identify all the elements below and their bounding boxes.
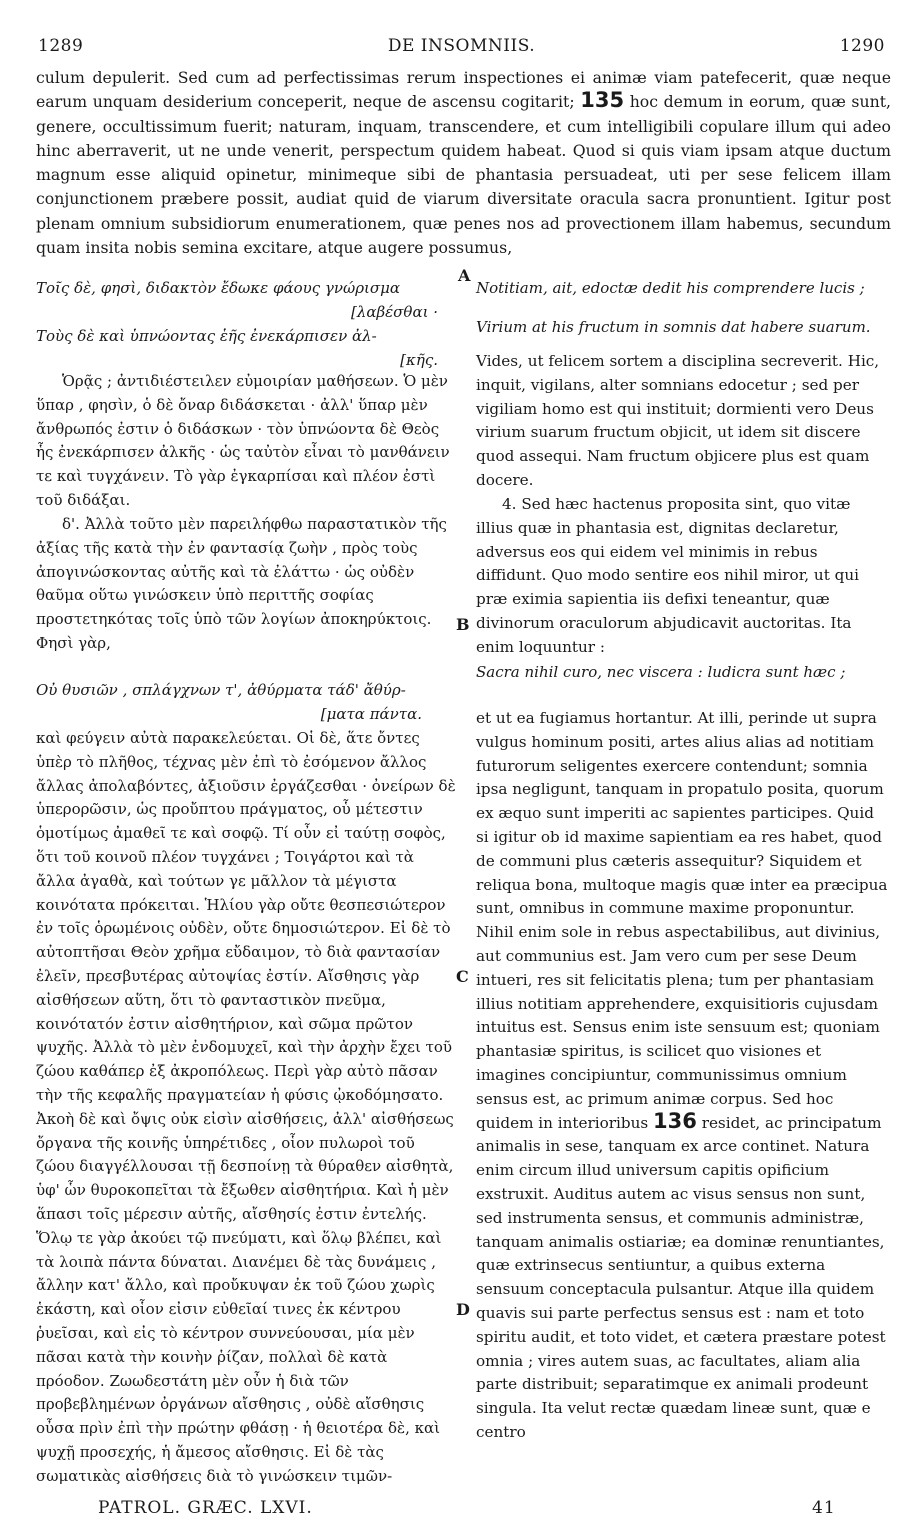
intro-paragraph <box>36 66 891 260</box>
intro-text-after: hoc demum in eorum, quæ sunt, genere, occultissimum fuerit; naturam, inquam, transcendere, et cum intelligibili copulare illum qui adeo hinc aberraverit, ut ne unde venerit, perspectum quidem habeat. Quod si quis viam ipsam atque ductum magnum esse aliquid opinetur, minimeque sibi de phantasia persuadeat, uti per sese felicem illam conjunctionem præbere possit, audiat quid de viarum diversitate oracula sacra pronuntient. Igitur post plenam omnium subsidiorum enumerationem, quæ penes nos ad provectionem illam habemus, secundum quam insita nobis semina excitare, atque augere possumus, <box>36 92 891 258</box>
latin-verse-1-line-1: Notitiam, ait, edoctæ dedit his comprendere lucis ; <box>476 279 865 297</box>
latin-paragraph-1: Vides, ut felicem sortem a disciplina secreverit. Hic, inquit, vigilans, alter somnians edocetur ; sed per vigiliam homo est qui instituit; dormienti vero Deus virium suarum fructum objicit, ut idem sit discere quod assequi. Nam fructum objicere plus est quam docere. <box>476 352 880 489</box>
page-number-right: 1290 <box>839 36 885 56</box>
intro-text-before: culum depulerit. Sed cum ad perfectissimas rerum inspectiones ei animæ viam patefecerit, quæ neque earum unquam desiderium conceperit, neque de ascensu cogitarit; <box>36 68 891 112</box>
greek-paragraph-1: Ὁρᾷς ; ἀντιδιέστειλεν εὐμοιρίαν μαθήσεων. Ὁ μὲν ὕπαρ , φησὶν, ὁ δὲ ὄναρ διδάσκεται · ἀλλ' ὕπαρ μὲν ἄνθρωπός ἐστιν ὁ διδάσκων · τὸν ὑπνώοντα δὲ Θεὸς ἧς ἐνεκάρπισεν ἀλκῆς · ὡς ταὐτὸν εἶναι τὸ μανθάνειν τε καὶ τυγχάνειν. Τὸ γὰρ ἐγκαρπίσαι καὶ πλέον ἐστὶ τοῦ διδάξαι. <box>36 372 450 509</box>
section-number-135: 135 <box>580 88 625 113</box>
greek-verse-2-line-1: Οὐ θυσιῶν , σπλάγχνων τ', ἀθύρματα τάδ' ἄθύρ- <box>36 681 406 699</box>
greek-paragraph-3: καὶ φεύγειν αὐτὰ παρακελεύεται. Οἱ δὲ, ἅτε ὄντες ὑπὲρ τὸ πλῆθος, τέχνας μὲν ἐπὶ τὸ ἐσόμενον ἄλλος ἄλλας ἀπολαβόντες, ἀξιοῦσιν ἐργάζεσθαι · ὀνείρων δὲ ὑπερορῶσιν, ὡς προὔπτου πράγματος, οὗ μέτεστιν ὁμοτίμως ἀμαθεῖ τε καὶ σοφῷ. Τί οὖν εἰ ταύτῃ σοφὸς, ὅτι τοῦ κοινοῦ πλέον τυγχάνει ; Τοιγάρτοι καὶ τὰ ἄλλα ἀγαθὰ, καὶ τούτων γε μᾶλλον τὰ μέγιστα κοινότατα πρόκειται. Ἡλίου γὰρ οὔτε θεσπεσιώτερον ἐν τοῖς ὁρωμένοις οὐδὲν, οὔτε δημοσιώτερον. Εἰ δὲ τὸ αὐτοπτῆσαι Θεὸν χρῆμα εὔδαιμον, τὸ διὰ φαντασίαν ἐλεῖν, πρεσβυτέρας αὐτοψίας ἐστίν. Αἴσθησις γὰρ αἰσθήσεων αὕτη, ὅτι τὸ φανταστικὸν πνεῦμα, κοινότατόν ἐστιν αἰσθητήριον, καὶ σῶμα πρῶτον ψυχῆς. Ἀλλὰ τὸ μὲν ἐνδομυχεῖ, καὶ τὴν ἀρχὴν ἔχει τοῦ ζώου καθάπερ ἐξ ἀκροπόλεως. Περὶ γὰρ αὐτὸ πᾶσαν τὴν τῆς κεφαλῆς πραγματείαν ἡ φύσις ᾠκοδόμησατο. Ἀκοὴ δὲ καὶ ὄψις οὐκ εἰσὶν αἰσθήσεις, ἀλλ' αἰσθήσεως ὄργανα τῆς κοινῆς ὑπηρέτιδες , οἷον πυλωροὶ τοῦ ζώου διαγγέλλουσαι τῇ δεσποίνῃ τὰ θύραθεν αἰσθητὰ, ὑφ' ὧν θυροκοπεῖται τὰ ἔξωθεν αἰσθητήρια. Καὶ ἡ μὲν ἅπασι τοῖς μέρεσιν αὐτῆς, αἴσθησίς ἐστιν ἐντελής. Ὅλῳ τε γὰρ ἀκούει τῷ πνεύματι, καὶ ὅλῳ βλέπει, καὶ τὰ λοιπὰ πάντα δύναται. Διανέμει δὲ τὰς δυνάμεις , ἄλλην κατ' ἄλλο, καὶ προὔκυψαν ἐκ τοῦ ζώου χωρὶς ἑκάστη, καὶ οἷον εἰσιν εὐθεῖαί τινες ἐκ κέντρου ῥυεῖσαι, καὶ εἰς τὸ κέντρον συννεύουσαι, μία μὲν πᾶσαι κατὰ τὴν κοινὴν ῥίζαν, πολλαὶ δὲ κατὰ πρόοδον. Ζωωδεστάτη μὲν οὖν ἡ διὰ τῶν προβεβλημένων ὀργάνων αἴσθησις , οὐδὲ αἴσθησις οὖσα πρὶν ἐπὶ τὴν πρώτην φθάσῃ · ἡ θειοτέρα δὲ, καὶ ψυχῇ προσεχής, ἡ ἄμεσος αἴσθησις. Εἰ δὲ τὰς σωματικὰς αἰσθήσεις διὰ τὸ γινώσκειν τιμῶν- <box>36 729 456 1485</box>
section-number-136: 136 <box>653 1108 697 1133</box>
margin-letter-c: C <box>456 967 469 986</box>
greek-verse-1-line-2: Τοὺς δὲ καὶ ὑπνώοντας ἑῆς ἐνεκάρπισεν ἀλ- <box>36 327 377 345</box>
greek-paragraph-2: δ'. Ἀλλὰ τοῦτο μὲν παρειλήφθω παραστατικὸν τῆς ἀξίας τῆς κατὰ τὴν ἐν φαντασίᾳ ζωὴν , πρὸς τοὺς ἀπογινώσκοντας αὐτῆς καὶ τὰ ἐλάττω · ὡς οὐδὲν θαῦμα οὕτω γινώσκειν ὑπὸ περιττῆς σοφίας προστετηκότας τοῖς ὑπὸ τῶν λογίων ἀποκηρύκτοις. Φησὶ γὰρ, <box>36 515 447 652</box>
footer-signature: PATROL. GRÆC. LXVI. <box>98 1498 313 1518</box>
footer-sheet-number: 41 <box>812 1498 836 1518</box>
margin-letter-d: D <box>456 1300 470 1319</box>
page-number-left: 1289 <box>38 36 84 56</box>
margin-letter-a: A <box>458 266 471 285</box>
latin-verse-1 <box>476 276 891 339</box>
greek-verse-1-line-2-cont: [κῆς. <box>400 351 438 369</box>
greek-verse-1 <box>36 276 456 372</box>
margin-letter-b: B <box>456 615 470 634</box>
latin-text-before: et ut ea fugiamus hortantur. At illi, perinde ut supra vulgus hominum positi, artes alius alias ad notitiam futurorum seligentes exercere contendunt; somnia ipsa negligunt, tanquam in propatulo posita, quorum ex æquo sunt imperiti ac sapientes participes. Quid si igitur ob id maxime sapientiam ea res habet, quod de communi plus cæteris assequitur? Siquidem et reliqua bona, multoque magis quæ inter ea præcipua sunt, omnibus in commune maxime proponuntur. Nihil enim sole in rebus aspectabilibus, aut divinius, aut communius est. Jam vero cum per sese Deum intueri, res sit felicitatis plena; tum per phantasiam illius notitiam apprehendere, exquisitioris cujusdam intuitus est. Sensus enim iste sensuum est; quoniam phantasiæ spiritus, is scilicet quo visiones et imagines concipiuntur, communissimus omnium sensus est, ac primum animæ corpus. Sed hoc quidem in interioribus <box>476 709 888 1132</box>
latin-verse-2-line-1: Sacra nihil curo, nec viscera : ludicra sunt hæc ; <box>476 663 846 681</box>
greek-verse-1-line-1-cont: [λαβέσθαι · <box>350 303 438 321</box>
running-title: DE INSOMNIIS. <box>387 36 536 56</box>
latin-paragraph-2: 4. Sed hæc hactenus proposita sint, quo vitæ illius quæ in phantasia est, dignitas declaretur, adversus eos qui eidem vel minimis in rebus diffidunt. Quo modo sentire eos nihil miror, ut qui præ eximia sapientia iis defixi teneantur, quæ divinorum oraculorum abjudicavit auctoritas. Ita enim loquuntur : <box>476 495 860 656</box>
latin-verse-2 <box>476 660 891 684</box>
latin-verse-1-line-2: Virium at his fructum in somnis dat habere suarum. <box>476 318 871 336</box>
greek-verse-2 <box>36 678 456 726</box>
latin-text-after: residet, ac principatum animalis in sese, tanquam ex arce continet. Natura enim circum illud universum capitis opificium exstruxit. Auditus autem ac visus sensus non sunt, sed instrumenta sensus, et communis administræ, tanquam animalis ostiariæ; ea dominæ renuntiantes, quæ extrinsecus sentiuntur, a quibus externa sensuum conceptacula pulsantur. Atque illa quidem quavis sui parte perfectus sensus est : nam et toto spiritu audit, et toto videt, et cætera præstare potest omnia ; vires autem suas, ac facultates, aliam alia parte distribuit; separatimque ex animali prodeunt singula. Ita velut rectæ quædam lineæ sunt, quæ e centro <box>476 1113 886 1441</box>
greek-verse-1-line-1: Τοῖς δὲ, φησὶ, διδακτὸν ἔδωκε φάους γνώρισμα <box>36 279 401 297</box>
latin-paragraph-3 <box>476 707 891 1445</box>
greek-verse-2-line-1-cont: [ματα πάντα. <box>320 705 422 723</box>
